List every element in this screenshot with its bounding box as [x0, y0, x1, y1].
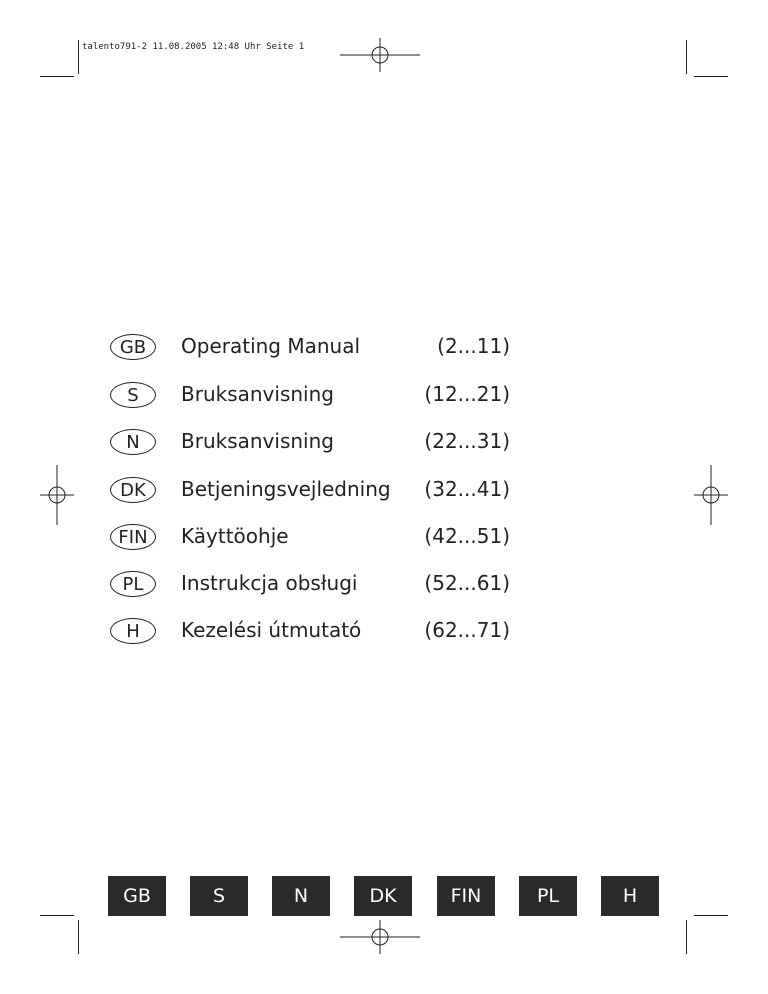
registration-mark-left	[40, 465, 74, 525]
page-range: (62...71)	[424, 618, 510, 642]
crop-mark	[694, 915, 728, 916]
language-tab-pl: PL	[519, 876, 577, 916]
registration-mark-right	[694, 465, 728, 525]
language-tab-n: N	[272, 876, 330, 916]
page-range: (2...11)	[437, 334, 510, 358]
crop-mark	[40, 915, 74, 916]
manual-title: Bruksanvisning	[181, 429, 334, 453]
page-range: (32...41)	[424, 477, 510, 501]
registration-mark-bottom	[340, 920, 420, 954]
registration-mark-top	[340, 38, 420, 72]
page-range: (42...51)	[424, 524, 510, 548]
page-range: (12...21)	[424, 382, 510, 406]
manual-title: Betjeningsvejledning	[181, 477, 391, 501]
language-tab-fin: FIN	[437, 876, 495, 916]
language-tab-gb: GB	[108, 876, 166, 916]
manual-title: Kezelési útmutató	[181, 618, 362, 642]
language-tabs	[108, 876, 660, 916]
language-code-badge: N	[110, 429, 156, 455]
language-row-pl	[110, 570, 530, 600]
language-row-h	[110, 617, 530, 647]
print-slug: talento791-2 11.08.2005 12:48 Uhr Seite 1	[82, 42, 305, 52]
crop-mark	[78, 920, 79, 954]
manual-title: Bruksanvisning	[181, 382, 334, 406]
manual-title: Instrukcja obsługi	[181, 571, 358, 595]
language-row-dk	[110, 476, 530, 506]
page-range: (52...61)	[424, 571, 510, 595]
language-row-fin	[110, 523, 530, 553]
language-tab-dk: DK	[354, 876, 412, 916]
language-code-badge: DK	[110, 477, 156, 503]
language-code-badge: H	[110, 618, 156, 644]
crop-mark	[78, 40, 79, 74]
manual-title: Operating Manual	[181, 334, 361, 358]
language-code-badge: PL	[110, 571, 156, 597]
crop-mark	[40, 76, 74, 77]
language-row-n	[110, 428, 530, 458]
language-row-gb	[110, 333, 530, 363]
manual-title: Käyttöohje	[181, 524, 289, 548]
crop-mark	[694, 76, 728, 77]
language-tab-s: S	[190, 876, 248, 916]
language-code-badge: S	[110, 382, 156, 408]
crop-mark	[686, 40, 687, 74]
language-row-s	[110, 381, 530, 411]
crop-mark	[686, 920, 687, 954]
language-code-badge: FIN	[110, 524, 156, 550]
page-range: (22...31)	[424, 429, 510, 453]
language-tab-h: H	[601, 876, 659, 916]
language-code-badge: GB	[110, 334, 156, 360]
